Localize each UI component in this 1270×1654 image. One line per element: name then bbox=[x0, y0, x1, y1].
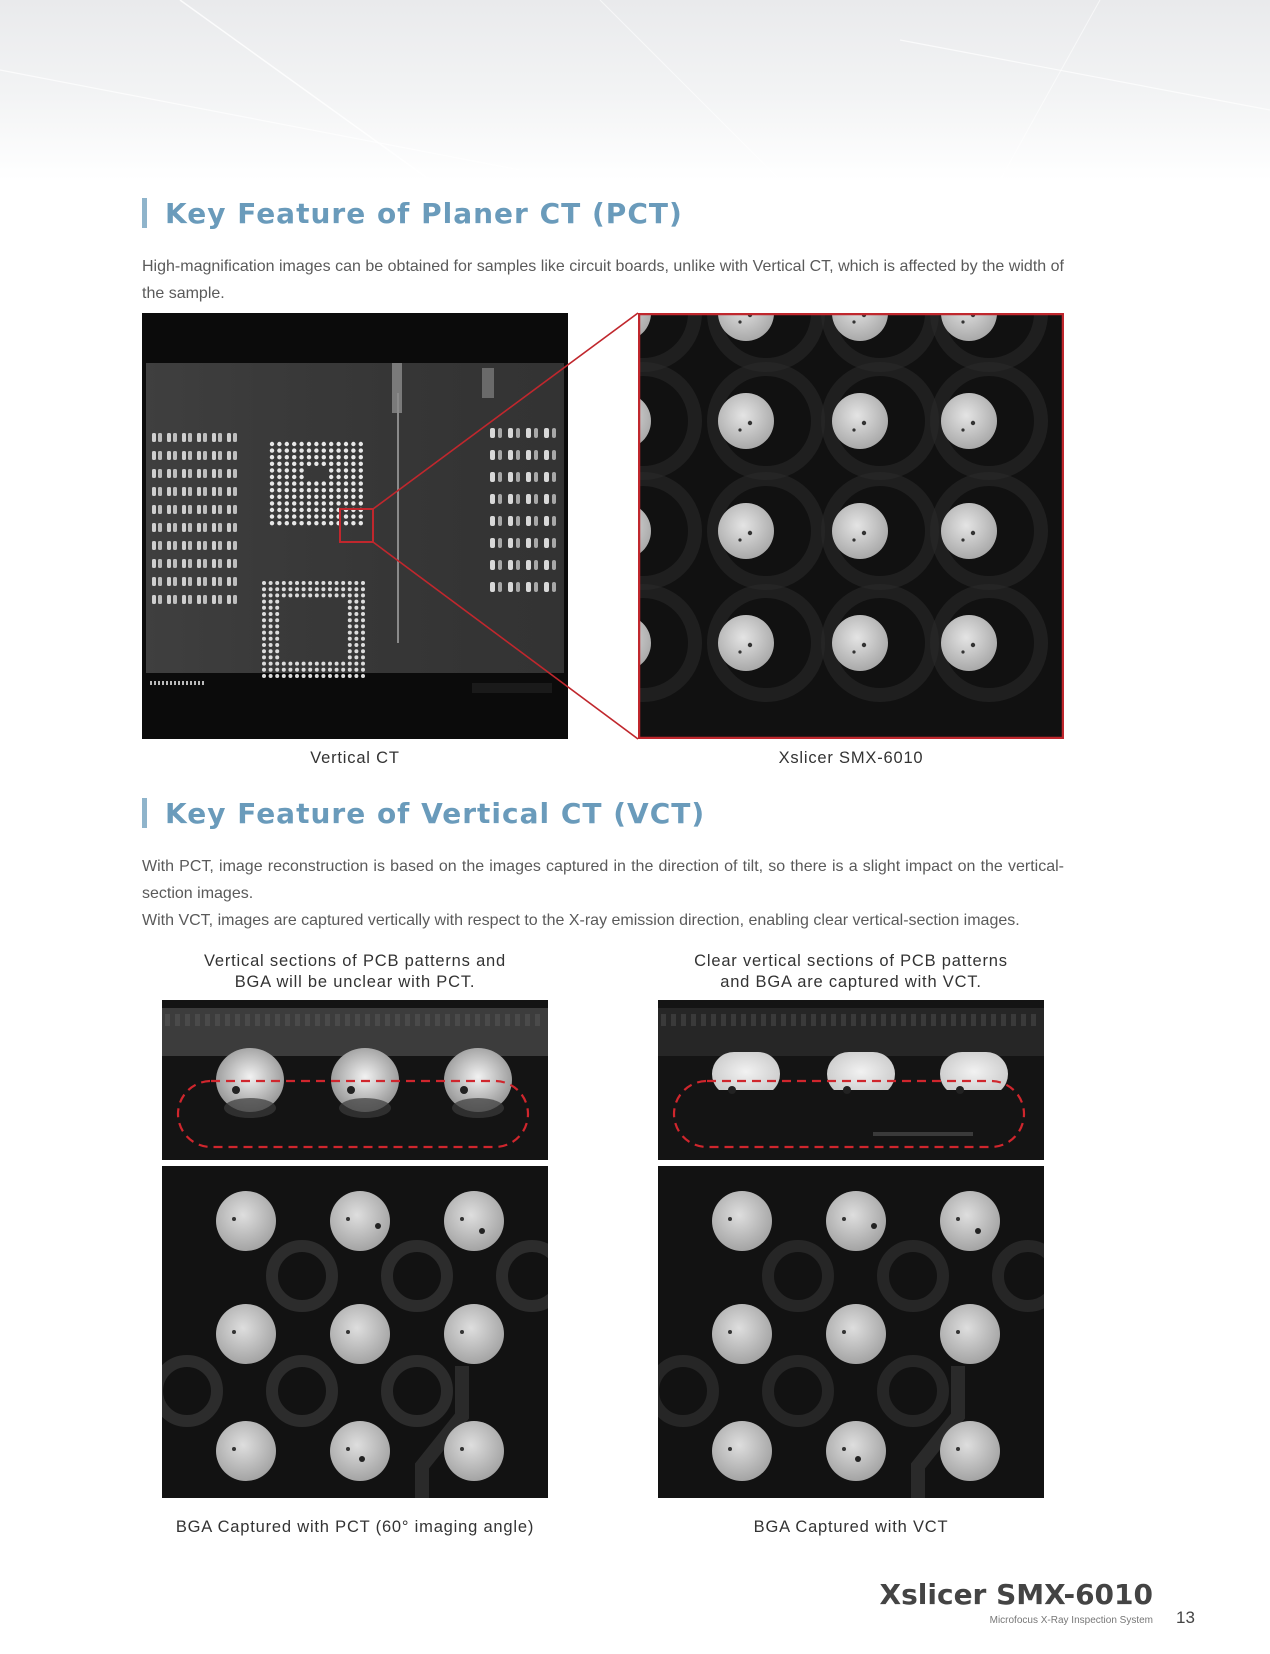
vct-bga-image bbox=[658, 1166, 1044, 1498]
vct-vertical-section-graphic bbox=[658, 1000, 1044, 1160]
xslicer-zoom-graphic bbox=[638, 313, 1064, 739]
pct-heading-block bbox=[142, 196, 683, 230]
pct-title-line2: BGA will be unclear with PCT. bbox=[234, 973, 476, 991]
vertical-ct-caption: Vertical CT bbox=[310, 749, 400, 767]
heading-accent-bar bbox=[142, 798, 147, 828]
pct-heading: Key Feature of Planer CT (PCT) bbox=[165, 196, 683, 230]
pct-vertical-section-image bbox=[162, 1000, 548, 1160]
pct-bga-graphic bbox=[162, 1166, 548, 1498]
pct-title-line1: Vertical sections of PCB patterns and bbox=[204, 952, 506, 970]
vct-title-line1: Clear vertical sections of PCB patterns bbox=[694, 952, 1008, 970]
vct-comparison-title bbox=[658, 951, 1044, 993]
pct-comparison-title bbox=[162, 951, 548, 993]
pct-body-text: High-magnification images can be obtained for samples like circuit boards, unlike with Vertical CT, which is affected by the width of the sample. bbox=[142, 258, 1064, 302]
vct-body-line1: With PCT, image reconstruction is based on the images captured in the direction of tilt, so there is a slight impact on the vertical-section images. bbox=[142, 858, 1064, 902]
pct-vertical-section-graphic bbox=[162, 1000, 548, 1160]
vertical-ct-image bbox=[142, 313, 568, 739]
vct-body-line2: With VCT, images are captured vertically with respect to the X-ray emission direction, enabling clear vertical-section images. bbox=[142, 912, 1020, 929]
heading-accent-bar bbox=[142, 198, 147, 228]
footer-product-name: Xslicer SMX-6010 bbox=[879, 1578, 1153, 1611]
vct-title-line2: and BGA are captured with VCT. bbox=[720, 973, 982, 991]
xslicer-caption: Xslicer SMX-6010 bbox=[778, 749, 924, 767]
xslicer-zoom-image bbox=[638, 313, 1064, 739]
pct-bga-caption: BGA Captured with PCT (60° imaging angle) bbox=[175, 1518, 535, 1536]
page-number: 13 bbox=[1176, 1608, 1195, 1627]
vct-heading-block bbox=[142, 796, 705, 830]
vertical-ct-board-graphic bbox=[142, 313, 568, 739]
vct-bga-caption: BGA Captured with VCT bbox=[753, 1518, 949, 1536]
pct-bga-image bbox=[162, 1166, 548, 1498]
footer-subtitle: Microfocus X-Ray Inspection System bbox=[989, 1615, 1153, 1626]
header-lines-graphic bbox=[0, 0, 1270, 180]
vct-bga-graphic bbox=[658, 1166, 1044, 1498]
header-decoration bbox=[0, 0, 1270, 180]
vct-heading: Key Feature of Vertical CT (VCT) bbox=[165, 796, 706, 830]
vct-vertical-section-image bbox=[658, 1000, 1044, 1160]
